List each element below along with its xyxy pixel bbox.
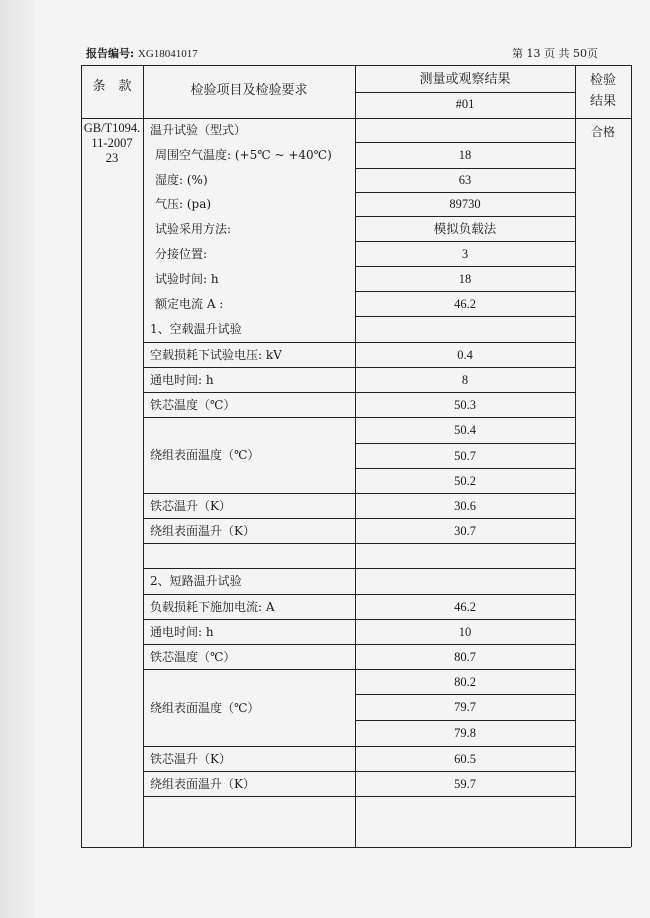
row-value: 50.4: [454, 423, 476, 437]
row-divider: [143, 493, 575, 494]
header-conclusion-line2: 结果: [589, 94, 616, 109]
row-item-label: 负载损耗下施加电流: A: [150, 600, 275, 614]
sub-row-divider: [355, 694, 575, 695]
row-value: 30.7: [454, 524, 476, 538]
row-divider: [143, 367, 575, 368]
row-item-label: 铁芯温升（K）: [150, 499, 231, 513]
row-value: 89730: [449, 197, 481, 211]
row-divider: [355, 142, 575, 143]
row-value: 3: [461, 247, 469, 261]
row-value: 79.7: [454, 700, 476, 714]
row-item-label: 铁芯温度（℃）: [150, 650, 236, 664]
row-item-label: 温升试验（型式）: [150, 123, 247, 137]
row-item-label: 1、空载温升试验: [150, 322, 242, 336]
header-bottom-border: [81, 118, 631, 119]
table-top-border: [81, 65, 631, 66]
row-divider: [355, 168, 575, 169]
row-value: 63: [458, 173, 472, 187]
row-divider: [143, 796, 575, 797]
row-value: 50.7: [454, 449, 476, 463]
row-item-label: 试验时间: h: [155, 272, 219, 286]
sub-row-divider: [355, 443, 575, 444]
row-divider: [355, 216, 575, 217]
row-item-label: 试验采用方法:: [155, 222, 232, 236]
row-item-label: 绕组表面温升（K）: [150, 777, 255, 791]
row-divider: [143, 594, 575, 595]
row-item-label: 气压: (pa): [155, 197, 212, 211]
row-item-label: 湿度: (%): [155, 173, 208, 187]
row-value: 30.6: [454, 499, 476, 513]
column-line-right: [631, 65, 632, 847]
sub-row-divider: [355, 468, 575, 469]
row-divider: [143, 392, 575, 393]
row-divider: [143, 771, 575, 772]
row-item-label: 通电时间: h: [150, 373, 214, 387]
clause-line: 23: [105, 151, 119, 165]
row-value: 46.2: [454, 600, 476, 614]
row-item-label: 周围空气温度: (+5℃ ~ +40℃): [155, 148, 332, 162]
row-value: 80.7: [454, 650, 476, 664]
row-divider: [143, 644, 575, 645]
row-value: 8: [461, 373, 469, 387]
sub-row-divider: [355, 720, 575, 721]
row-divider: [143, 669, 575, 670]
row-value: 18: [458, 272, 472, 286]
conclusion-value: 合格: [590, 125, 615, 139]
row-divider: [143, 518, 575, 519]
row-item-label: 铁芯温升（K）: [150, 752, 231, 766]
row-item-label: 绕组表面温度（℃）: [150, 448, 260, 462]
scan-edge: [0, 0, 34, 918]
row-item-label: 绕组表面温度（℃）: [150, 701, 260, 715]
row-value: 18: [458, 148, 472, 162]
row-divider: [355, 192, 575, 193]
row-divider: [355, 316, 575, 317]
row-divider: [143, 746, 575, 747]
header-conclusion-line1: 检验: [589, 73, 616, 88]
row-divider: [355, 266, 575, 267]
row-value: 50.3: [454, 398, 476, 412]
column-line-result: [575, 65, 576, 847]
header-sample-number: #01: [455, 97, 475, 111]
row-divider: [355, 241, 575, 242]
row-divider: [143, 568, 575, 569]
page-info: 第 13 页 共 50页: [512, 47, 598, 60]
row-divider: [143, 342, 575, 343]
clause-line: 11-2007: [91, 136, 133, 150]
header-item: 检验项目及检验要求: [190, 83, 308, 98]
table-bottom-border: [81, 847, 631, 848]
row-value: 60.5: [454, 752, 476, 766]
report-number-value: XG18041017: [137, 48, 198, 60]
row-item-label: 2、短路温升试验: [150, 574, 242, 588]
header-result: 测量或观察结果: [419, 72, 511, 87]
row-value: 46.2: [454, 297, 476, 311]
row-value: 10: [458, 625, 472, 639]
row-value: 80.2: [454, 675, 476, 689]
column-line-left: [81, 65, 82, 847]
row-divider: [143, 417, 575, 418]
header-clause: 条 款: [92, 79, 132, 94]
row-item-label: 空载损耗下试验电压: kV: [150, 348, 282, 362]
row-value: 0.4: [457, 348, 473, 362]
report-number-label: 报告编号:: [86, 47, 135, 60]
row-divider: [355, 291, 575, 292]
report-number: [86, 45, 198, 61]
row-item-label: 铁芯温度（℃）: [150, 398, 236, 412]
row-value: 59.7: [454, 777, 476, 791]
row-item-label: 绕组表面温升（K）: [150, 524, 255, 538]
clause-line: GB/T1094.: [83, 121, 141, 135]
row-item-label: 分接位置:: [155, 247, 208, 261]
header-sub-divider: [355, 92, 575, 93]
row-item-label: 通电时间: h: [150, 625, 214, 639]
column-line-clause: [143, 65, 144, 847]
row-value: 模拟负载法: [433, 222, 497, 236]
row-divider: [143, 619, 575, 620]
row-item-label: 额定电流 A :: [155, 297, 224, 311]
row-value: 79.8: [454, 726, 476, 740]
row-value: 50.2: [454, 474, 476, 488]
row-divider: [143, 543, 575, 544]
